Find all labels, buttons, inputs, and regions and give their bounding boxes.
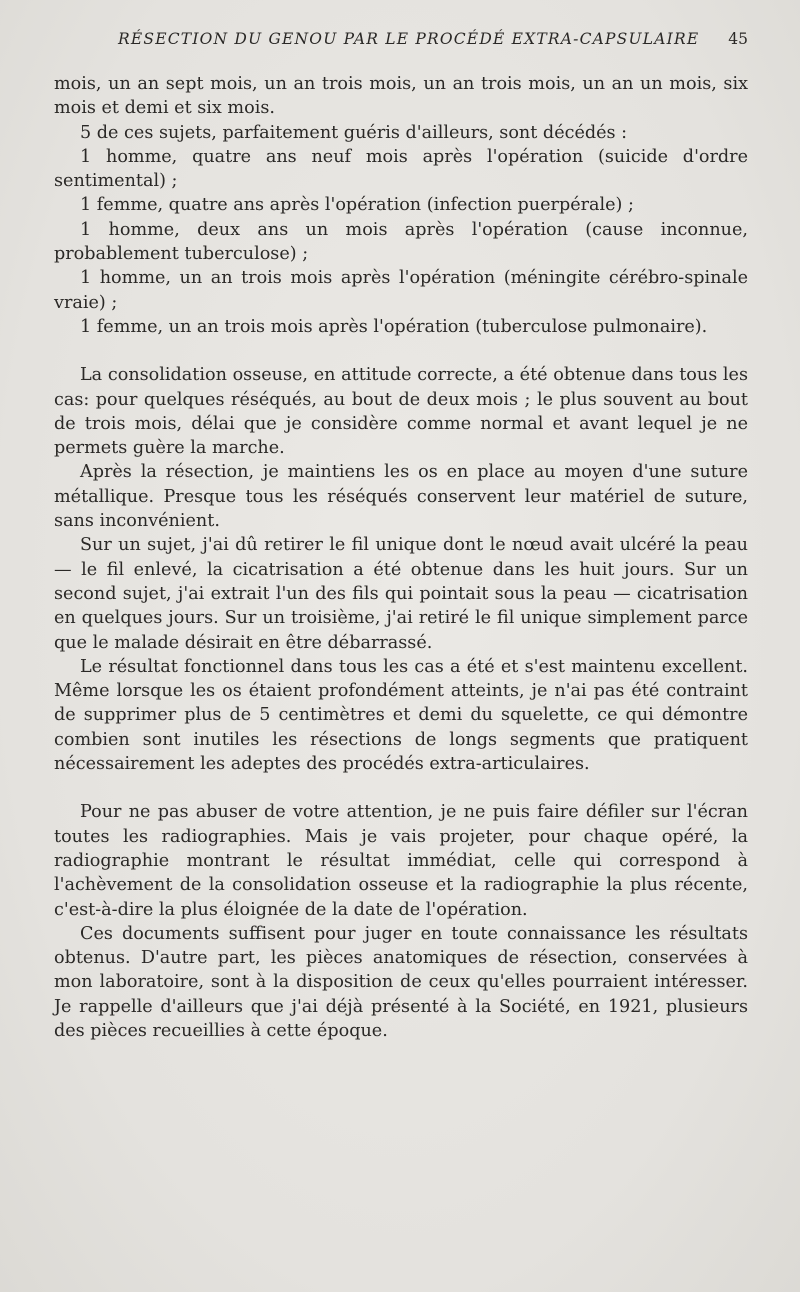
list-item-death-3: 1 homme, deux ans un mois après l'opération (cause inconnue, probablement tuberculose) ;: [54, 219, 748, 265]
paragraph-documents: Ces documents suffisent pour juger en toute connaissance les résultats obtenus. D'autre part, les pièces anatomiques de résection, conservées à mon laboratoire, sont à la disposition de ceux qu'elles pourraient intéresser. Je rappelle d'ailleurs que j'ai déjà présenté à la Société, en 1921, plusieurs des pièces recueillies à cette époque.: [54, 923, 748, 1041]
page-number: 45: [728, 30, 748, 48]
running-title: RÉSECTION DU GENOU PAR LE PROCÉDÉ EXTRA-CAPSULAIRE: [118, 30, 700, 48]
paragraph-suture: Après la résection, je maintiens les os en place au moyen d'une suture métallique. Presque tous les réséqués conservent leur matériel de suture, sans inconvénient.: [54, 462, 748, 532]
paragraph-deaths-intro: 5 de ces sujets, parfaitement guéris d'ailleurs, sont décédés :: [80, 122, 628, 143]
page-header: [118, 30, 748, 52]
paragraph-fil-removal: Sur un sujet, j'ai dû retirer le fil unique dont le nœud avait ulcéré la peau — le fil enlevé, la cicatrisation a été obtenue dans les huit jours. Sur un second sujet, j'ai extrait l'un des fils qui pointait sous la peau — cicatrisation en quelques jours. Sur un troisième, j'ai retiré le fil unique simplement parce que le malade désirait en être débarrassé.: [54, 535, 748, 653]
paragraph-consolidation: La consolidation osseuse, en attitude correcte, a été obtenue dans tous les cas: pour quelques réséqués, au bout de deux mois ; le plus souvent au bout de trois mois, délai que je considère comme normal et avant lequel je ne permets guère la marche.: [54, 365, 748, 459]
list-item-death-5: 1 femme, un an trois mois après l'opération (tuberculose pulmonaire).: [80, 316, 708, 337]
paragraph-continuation: mois, un an sept mois, un an trois mois, un an trois mois, un an un mois, six mois et demi et six mois.: [54, 74, 748, 119]
list-item-death-1: 1 homme, quatre ans neuf mois après l'opération (suicide d'ordre sentimental) ;: [54, 146, 748, 192]
body-text: [54, 72, 748, 1043]
paragraph-functional-result: Le résultat fonctionnel dans tous les cas a été et s'est maintenu excellent. Même lorsque les os étaient profondément atteints, je n'ai pas été contraint de supprimer plus de 5 centimètres et demi du squelette, ce qui démontre combien sont inutiles les résections de longs segments que pratiquent nécessairement les adeptes des procédés extra-articulaires.: [54, 656, 748, 775]
list-item-death-4: 1 homme, un an trois mois après l'opération (méningite cérébro-spinale vraie) ;: [54, 268, 748, 313]
list-item-death-2: 1 femme, quatre ans après l'opération (infection puerpérale) ;: [80, 195, 634, 216]
paragraph-radiographs: Pour ne pas abuser de votre attention, je ne puis faire défiler sur l'écran toutes les radiographies. Mais je vais projeter, pour chaque opéré, la radiographie montrant le résultat immédiat, celle qui correspond à l'achèvement de la consolidation osseuse et la radiographie la plus récente, c'est-à-dire la plus éloignée de la date de l'opération.: [54, 802, 748, 920]
